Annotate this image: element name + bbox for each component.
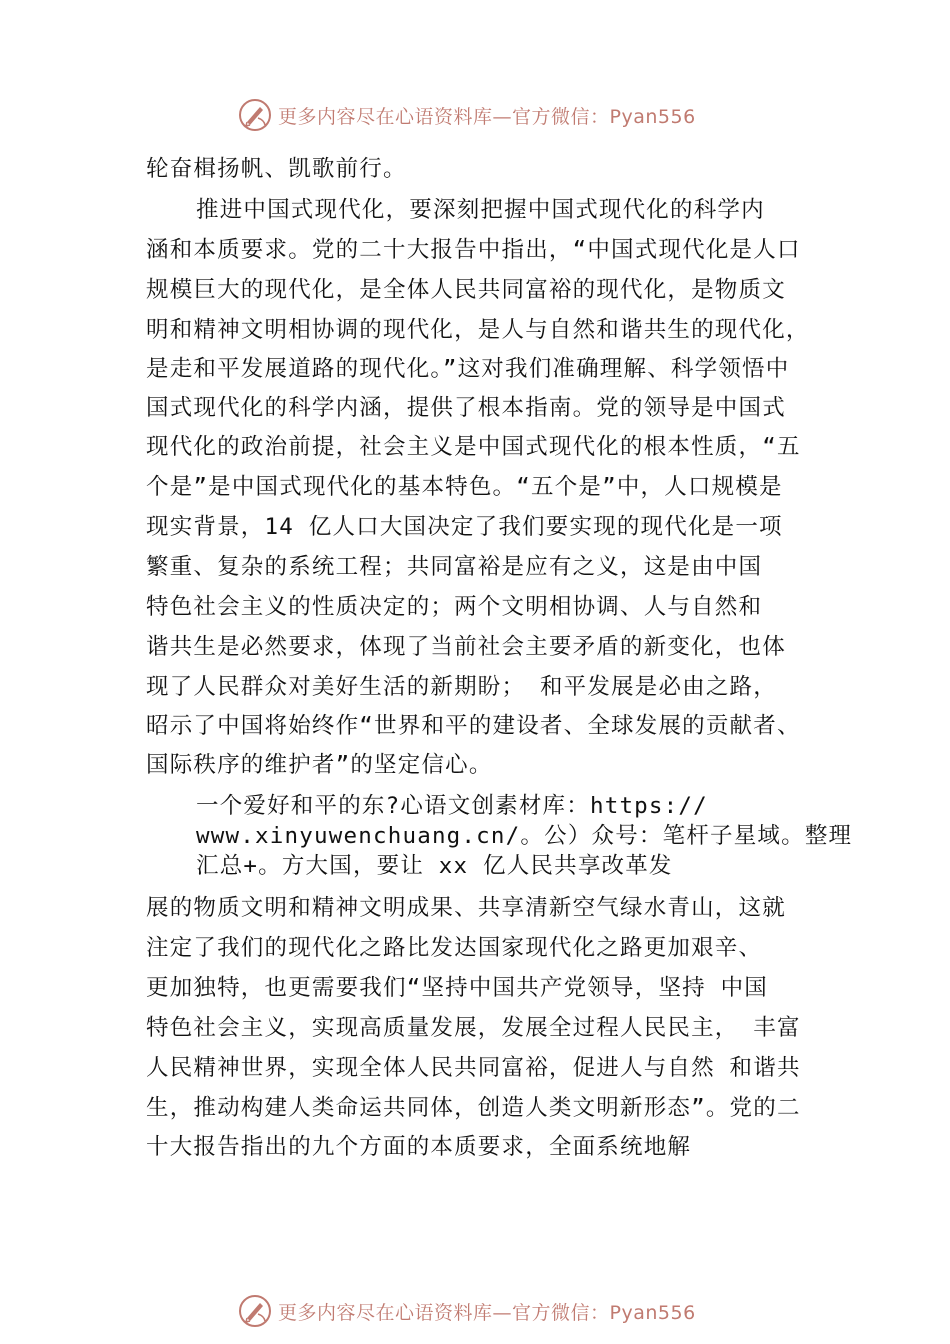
text-line: 推进中国式现代化，要深刻把握中国式现代化的科学内 bbox=[196, 197, 765, 223]
text-line: 现实背景，14 亿人口大国决定了我们要实现的现代化是一项 bbox=[146, 514, 783, 540]
text-line: 现了人民群众对美好生活的新期盼； 和平发展是必由之路， bbox=[146, 674, 777, 700]
footer-banner bbox=[238, 1291, 758, 1331]
text-line: 展的物质文明和精神文明成果、共享清新空气绿水青山，这就 bbox=[146, 895, 786, 921]
text-line: 涵和本质要求。党的二十大报告中指出，“中国式现代化是人口 bbox=[146, 237, 801, 263]
text-line: 生，推动构建人类命运共同体，创造人类文明新形态”。党的二 bbox=[146, 1095, 801, 1121]
text-line: 十大报告指出的九个方面的本质要求，全面系统地解 bbox=[146, 1134, 692, 1160]
text-line: 特色社会主义，实现高质量发展，发展全过程人民民主， 丰富 bbox=[146, 1015, 801, 1041]
text-line: 轮奋楫扬帆、凯歌前行。 bbox=[146, 156, 407, 182]
text-line: 明和精神文明相协调的现代化，是人与自然和谐共生的现代化， bbox=[146, 317, 810, 343]
text-line: 是走和平发展道路的现代化。”这对我们准确理解、科学领悟中 bbox=[146, 356, 790, 382]
banner-text bbox=[278, 102, 696, 129]
banner-main-text: 更多内容尽在心语资料库— bbox=[278, 105, 513, 128]
text-line: 人民精神世界，实现全体人民共同富裕，促进人与自然 和谐共 bbox=[146, 1055, 801, 1081]
header-banner bbox=[238, 95, 758, 135]
text-line: 更加独特，也更需要我们“坚持中国共产党领导，坚持 中国 bbox=[146, 975, 768, 1001]
text-line: 个是”是中国式现代化的基本特色。“五个是”中，人口规模是 bbox=[146, 474, 783, 500]
text-line: 昭示了中国将始终作“世界和平的建设者、全球发展的贡献者、 bbox=[146, 713, 801, 739]
text-line: 注定了我们的现代化之路比发达国家现代化之路更加艰辛、 bbox=[146, 935, 763, 961]
text-line: 繁重、复杂的系统工程；共同富裕是应有之义，这是由中国 bbox=[146, 554, 763, 580]
banner-wechat-text: 官方微信：Pyan556 bbox=[512, 1301, 696, 1324]
banner-wechat-text: 官方微信：Pyan556 bbox=[512, 105, 696, 128]
quill-pen-logo-icon bbox=[238, 98, 272, 132]
text-line: 特色社会主义的性质决定的；两个文明相协调、人与自然和 bbox=[146, 594, 763, 620]
quill-pen-logo-icon bbox=[238, 1294, 272, 1328]
text-line: 汇总+。方大国，要让 xx 亿人民共享改革发 bbox=[196, 853, 673, 879]
text-line: 谐共生是必然要求，体现了当前社会主要矛盾的新变化，也体 bbox=[146, 634, 786, 660]
text-line: www.xinyuwenchuang.cn/。公）众号：笔杆子星域。整理 bbox=[196, 823, 853, 849]
banner-main-text: 更多内容尽在心语资料库— bbox=[278, 1301, 513, 1324]
text-line: 国际秩序的维护者”的坚定信心。 bbox=[146, 752, 493, 778]
banner-text bbox=[278, 1298, 696, 1325]
text-line: 现代化的政治前提，社会主义是中国式现代化的根本性质，“五 bbox=[146, 434, 801, 460]
text-line: 一个爱好和平的东?心语文创素材库：https:// bbox=[196, 793, 708, 819]
text-line: 规模巨大的现代化，是全体人民共同富裕的现代化，是物质文 bbox=[146, 277, 786, 303]
text-line: 国式现代化的科学内涵，提供了根本指南。党的领导是中国式 bbox=[146, 395, 786, 421]
